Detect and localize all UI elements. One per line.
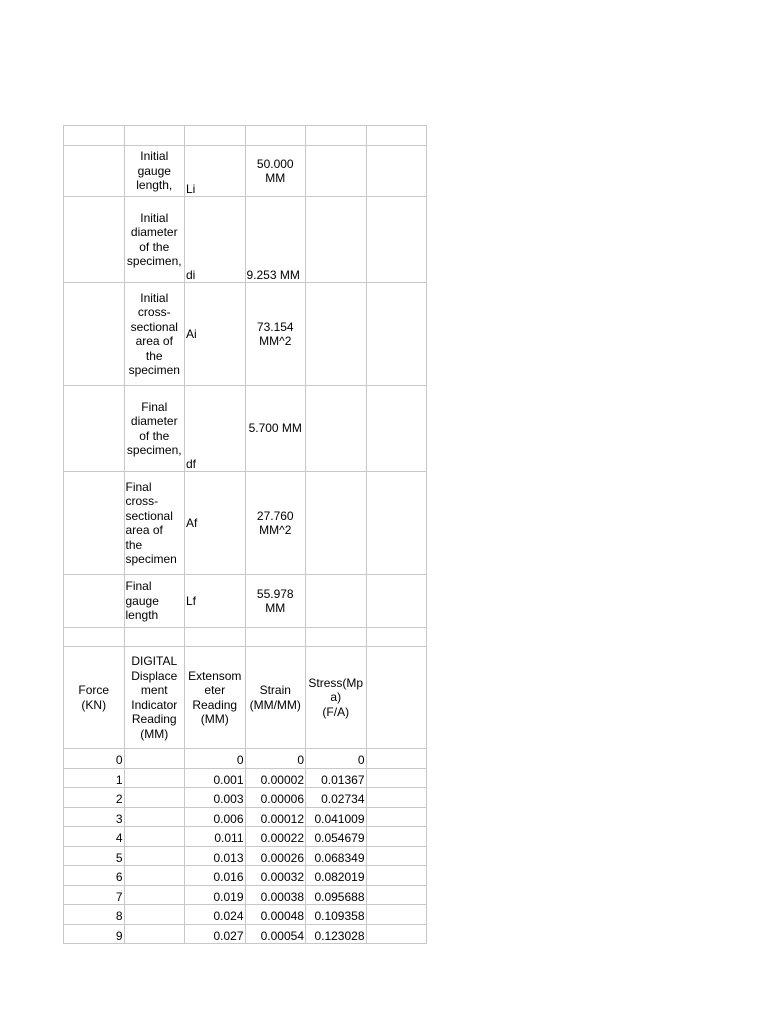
cell-extensometer: 0.019	[185, 885, 246, 905]
property-symbol: di	[185, 197, 246, 283]
cell-empty	[366, 885, 427, 905]
cell-stress: 0.02734	[306, 788, 367, 808]
header-force: Force (KN)	[64, 647, 125, 749]
cell-strain: 0.00002	[245, 768, 306, 788]
cell-stress: 0.068349	[306, 846, 367, 866]
header-stress: Stress(Mp a) (F/A)	[306, 647, 367, 749]
property-desc: Initial gauge length,	[124, 146, 185, 197]
data-rows	[64, 749, 427, 944]
property-value: 27.760 MM^2	[245, 472, 306, 575]
header-displacement: DIGITAL Displace ment Indicator Reading (MM)	[124, 647, 185, 749]
cell-force: 4	[64, 827, 125, 847]
cell-displacement	[124, 768, 185, 788]
cell-stress: 0.054679	[306, 827, 367, 847]
cell-strain: 0.00022	[245, 827, 306, 847]
property-value: 73.154 MM^2	[245, 283, 306, 386]
cell-extensometer: 0.001	[185, 768, 246, 788]
property-row-final-area	[64, 472, 427, 575]
property-value: 55.978 MM	[245, 575, 306, 628]
cell-empty	[366, 827, 427, 847]
table-row	[64, 788, 427, 808]
blank-row	[64, 126, 427, 146]
cell-empty	[366, 905, 427, 925]
property-value: 5.700 MM	[245, 386, 306, 472]
cell-displacement	[124, 866, 185, 886]
property-desc: Initial diameter of the specimen,	[124, 197, 185, 283]
property-symbol: Ai	[185, 283, 246, 386]
property-row-initial-gauge-length	[64, 146, 427, 197]
cell-force: 7	[64, 885, 125, 905]
header-extensometer: Extensom eter Reading (MM)	[185, 647, 246, 749]
cell-empty	[366, 749, 427, 769]
cell-extensometer: 0.013	[185, 846, 246, 866]
table-row	[64, 827, 427, 847]
cell-displacement	[124, 905, 185, 925]
property-desc: Initial cross- sectional area of the specimen	[124, 283, 185, 386]
cell-force: 6	[64, 866, 125, 886]
cell-stress: 0	[306, 749, 367, 769]
property-symbol: Lf	[185, 575, 246, 628]
cell-empty	[366, 788, 427, 808]
cell-force: 3	[64, 807, 125, 827]
cell-stress: 0.109358	[306, 905, 367, 925]
cell-extensometer: 0.006	[185, 807, 246, 827]
cell-stress: 0.082019	[306, 866, 367, 886]
header-strain: Strain (MM/MM)	[245, 647, 306, 749]
cell-stress: 0.041009	[306, 807, 367, 827]
cell-stress: 0.01367	[306, 768, 367, 788]
table-row	[64, 807, 427, 827]
table-row	[64, 924, 427, 944]
cell-extensometer: 0.024	[185, 905, 246, 925]
cell-strain: 0.00026	[245, 846, 306, 866]
cell-displacement	[124, 885, 185, 905]
table-row	[64, 768, 427, 788]
cell-strain: 0.00048	[245, 905, 306, 925]
header-row	[64, 647, 427, 749]
cell-displacement	[124, 749, 185, 769]
cell-force: 5	[64, 846, 125, 866]
property-symbol: df	[185, 386, 246, 472]
property-symbol: Af	[185, 472, 246, 575]
property-row-final-diameter	[64, 386, 427, 472]
cell-force: 0	[64, 749, 125, 769]
table-row	[64, 885, 427, 905]
cell-strain: 0	[245, 749, 306, 769]
cell-strain: 0.00038	[245, 885, 306, 905]
cell-strain: 0.00054	[245, 924, 306, 944]
blank-row	[64, 628, 427, 647]
table-row	[64, 749, 427, 769]
cell-force: 8	[64, 905, 125, 925]
table-row	[64, 846, 427, 866]
cell-force: 1	[64, 768, 125, 788]
property-desc: Final cross- sectional area of the specimen	[124, 472, 185, 575]
property-desc: Final gauge length	[124, 575, 185, 628]
cell-extensometer: 0.003	[185, 788, 246, 808]
table-row	[64, 905, 427, 925]
cell-force: 9	[64, 924, 125, 944]
cell-strain: 0.00006	[245, 788, 306, 808]
cell-strain: 0.00012	[245, 807, 306, 827]
data-table	[63, 125, 427, 944]
cell-empty	[366, 924, 427, 944]
cell-displacement	[124, 807, 185, 827]
property-value: 50.000 MM	[245, 146, 306, 197]
property-row-initial-diameter	[64, 197, 427, 283]
cell-empty	[366, 846, 427, 866]
cell-displacement	[124, 924, 185, 944]
cell-empty	[366, 866, 427, 886]
property-symbol: Li	[185, 146, 246, 197]
property-desc: Final diameter of the specimen,	[124, 386, 185, 472]
cell-stress: 0.123028	[306, 924, 367, 944]
cell-displacement	[124, 846, 185, 866]
cell-extensometer: 0.011	[185, 827, 246, 847]
table-row	[64, 866, 427, 886]
cell-strain: 0.00032	[245, 866, 306, 886]
property-value: 9.253 MM	[245, 197, 306, 283]
cell-displacement	[124, 827, 185, 847]
cell-empty	[366, 768, 427, 788]
cell-stress: 0.095688	[306, 885, 367, 905]
cell-force: 2	[64, 788, 125, 808]
property-row-final-gauge-length	[64, 575, 427, 628]
cell-displacement	[124, 788, 185, 808]
property-row-initial-area	[64, 283, 427, 386]
cell-extensometer: 0.027	[185, 924, 246, 944]
cell-empty	[366, 807, 427, 827]
cell-extensometer: 0	[185, 749, 246, 769]
cell-extensometer: 0.016	[185, 866, 246, 886]
